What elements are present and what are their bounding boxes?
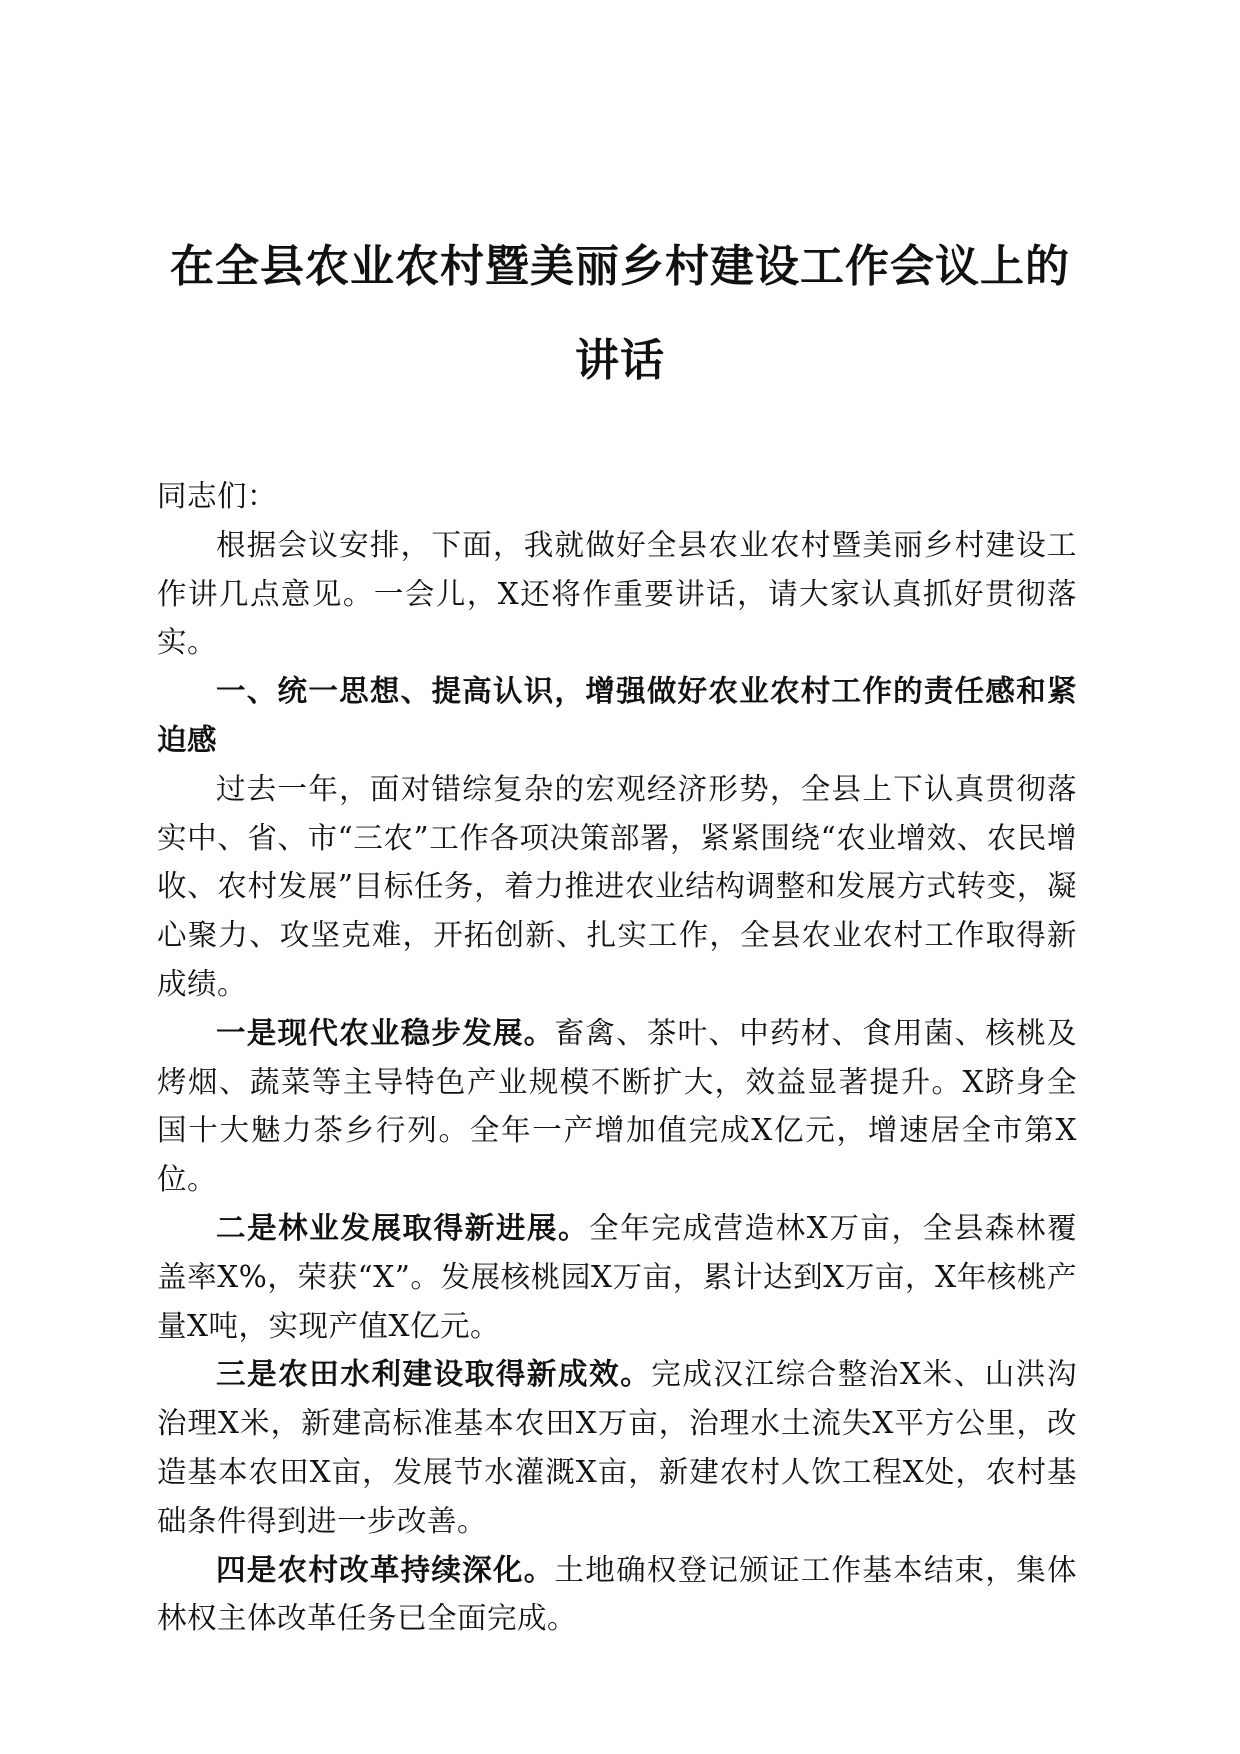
point-paragraph-1 <box>157 1009 1077 1204</box>
section-heading-1: 一、统一思想、提高认识，增强做好农业农村工作的责任感和紧迫感 <box>157 673 1077 757</box>
intro-paragraph: 根据会议安排，下面，我就做好全县农业农村暨美丽乡村建设工作讲几点意见。一会儿，X还将作重要讲话，请大家认真抓好贯彻落实。 <box>157 527 1077 660</box>
salutation: 同志们： <box>157 479 278 513</box>
point-text-4: 土地确权登记颁证工作基本结束，集体林权主体改革任务已全面完成。 <box>157 1552 1077 1636</box>
point-lead-1: 一是现代农业稳步发展。 <box>216 1014 555 1050</box>
point-paragraph-3 <box>157 1350 1077 1545</box>
section-1-paragraph: 过去一年，面对错综复杂的宏观经济形势，全县上下认真贯彻落实中、省、市“三农”工作各项决策部署，紧紧围绕“农业增效、农民增收、农村发展”目标任务，着力推进农业结构调整和发展方式转变，凝心聚力、攻坚克难，开拓创新、扎实工作，全县农业农村工作取得新成绩。 <box>157 771 1077 1001</box>
document-title <box>150 220 1090 408</box>
point-lead-4: 四是农村改革持续深化。 <box>216 1551 555 1587</box>
point-text-3: 完成汉江综合整治X米、山洪沟治理X米，新建高标准基本农田X万亩，治理水土流失X平方公里，改造基本农田X亩，发展节水灌溉X亩，新建农村人饮工程X处，农村基础条件得到进一步改善。 <box>157 1357 1077 1538</box>
point-paragraph-2 <box>157 1204 1077 1350</box>
title-line-1: 在全县农业农村暨美丽乡村建设工作会议上的 <box>170 241 1070 292</box>
point-text-1: 畜禽、茶叶、中药材、食用菌、核桃及烤烟、蔬菜等主导特色产业规模不断扩大，效益显著提升。X跻身全国十大魅力茶乡行列。全年一产增加值完成X亿元，增速居全市第X位。 <box>157 1015 1077 1197</box>
point-lead-2: 二是林业发展取得新进展。 <box>216 1209 590 1245</box>
point-lead-3: 三是农田水利建设取得新成效。 <box>216 1356 652 1392</box>
document-body <box>157 472 1077 1643</box>
point-text-2: 全年完成营造林X万亩，全县森林覆盖率X%，荣获“X”。发展核桃园X万亩，累计达到X万亩，X年核桃产量X吨，实现产值X亿元。 <box>157 1210 1077 1343</box>
title-line-2: 讲话 <box>575 335 665 386</box>
point-paragraph-4 <box>157 1546 1077 1644</box>
